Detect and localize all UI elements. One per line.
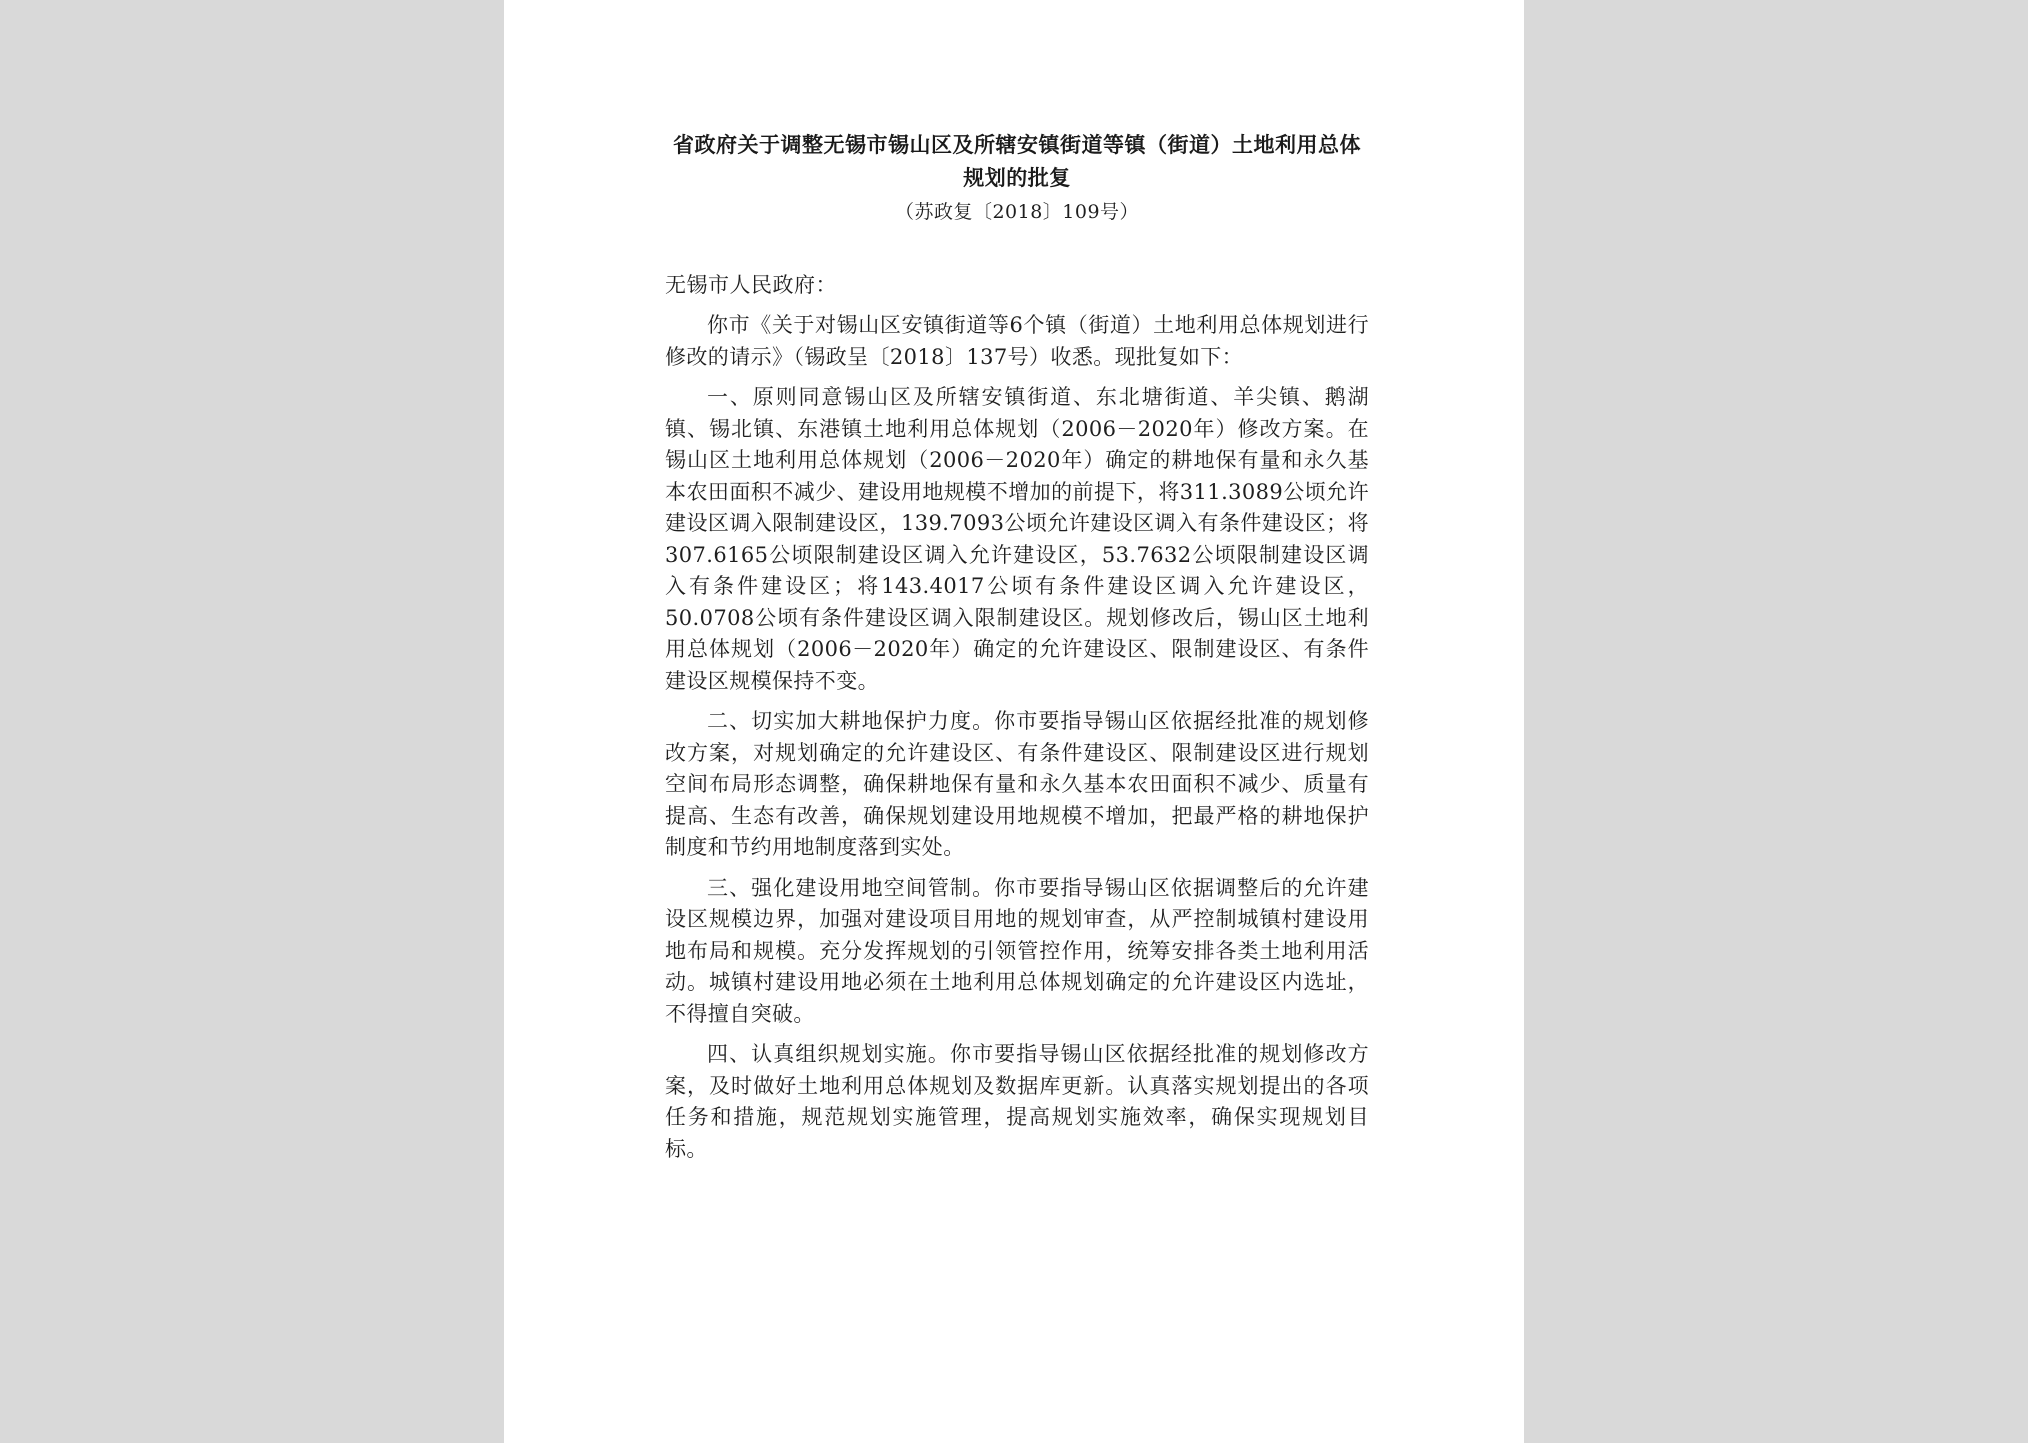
document-page xyxy=(504,0,1524,1443)
salutation: 无锡市人民政府： xyxy=(665,273,837,297)
viewer-background-left xyxy=(0,0,504,1443)
paragraph-item-1: 一、原则同意锡山区及所辖安镇街道、东北塘街道、羊尖镇、鹅湖镇、锡北镇、东港镇土地利用总体规划（2006－2020年）修改方案。在锡山区土地利用总体规划（2006－2020年）确定的耕地保有量和永久基本农田面积不减少、建设用地规模不增加的前提下，将311.3089公顷允许建设区调入限制建设区，139.7093公顷允许建设区调入有条件建设区；将307.6165公顷限制建设区调入允许建设区，53.7632公顷限制建设区调入有条件建设区；将143.4017公顷有条件建设区调入允许建设区，50.0708公顷有条件建设区调入限制建设区。规划修改后，锡山区土地利用总体规划（2006－2020年）确定的允许建设区、限制建设区、有条件建设区规模保持不变。 xyxy=(665,385,1369,693)
paragraph-intro: 你市《关于对锡山区安镇街道等6个镇（街道）土地利用总体规划进行修改的请示》（锡政呈〔2018〕137号）收悉。现批复如下： xyxy=(665,313,1369,369)
page-content xyxy=(665,128,1369,1165)
document-title: 省政府关于调整无锡市锡山区及所辖安镇街道等镇（街道）土地利用总体规划的批复 xyxy=(673,132,1361,190)
paragraph-item-3: 三、强化建设用地空间管制。你市要指导锡山区依据调整后的允许建设区规模边界，加强对建设项目用地的规划审查，从严控制城镇村建设用地布局和规模。充分发挥规划的引领管控作用，统筹安排各类土地利用活动。城镇村建设用地必须在土地利用总体规划确定的允许建设区内选址，不得擅自突破。 xyxy=(665,875,1369,1026)
paragraph-item-2: 二、切实加大耕地保护力度。你市要指导锡山区依据经批准的规划修改方案，对规划确定的允许建设区、有条件建设区、限制建设区进行规划空间布局形态调整，确保耕地保有量和永久基本农田面积不减少、质量有提高、生态有改善，确保规划建设用地规模不增加，把最严格的耕地保护制度和节约用地制度落到实处。 xyxy=(665,709,1369,859)
document-number: （苏政复〔2018〕109号） xyxy=(894,201,1140,223)
viewer-background-right xyxy=(1524,0,2028,1443)
paragraph-item-4: 四、认真组织规划实施。你市要指导锡山区依据经批准的规划修改方案，及时做好土地利用总体规划及数据库更新。认真落实规划提出的各项任务和措施，规范规划实施管理，提高规划实施效率，确保实现规划目标。 xyxy=(665,1042,1369,1161)
